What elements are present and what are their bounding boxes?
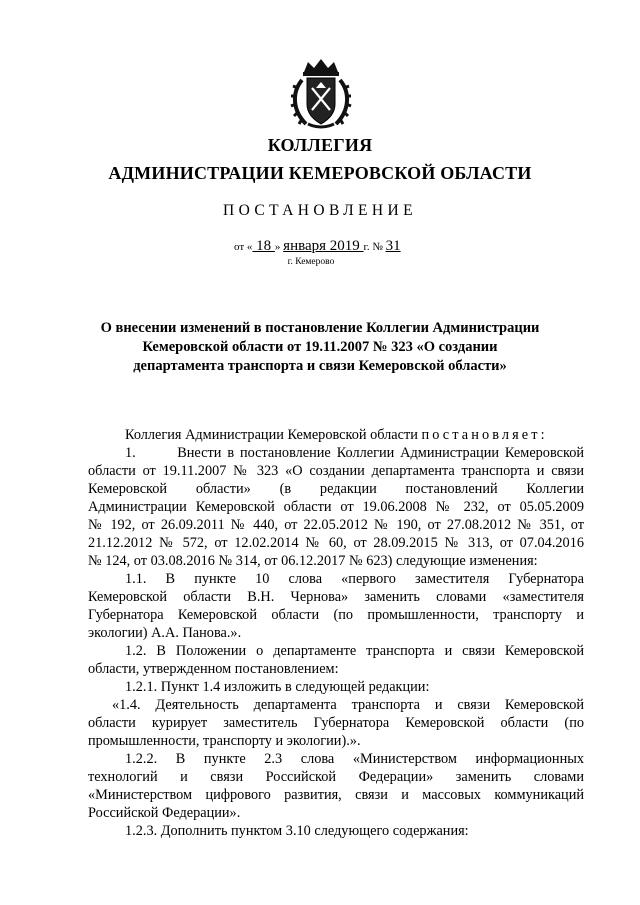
body-line: 1.2. В Положении о департаменте транспорта и связи Кемеровской bbox=[125, 643, 584, 659]
body-line: 1.2.3. Дополнить пунктом 3.10 следующего содержания: bbox=[125, 823, 469, 839]
document-type: ПОСТАНОВЛЕНИЕ bbox=[223, 202, 417, 219]
body-line: Российской Федерации». bbox=[88, 805, 241, 821]
intro-line bbox=[88, 426, 584, 444]
body-line: 1.1. В пункте 10 слова «первого заместителя Губернатора bbox=[125, 571, 584, 587]
date-month-year: января 2019 bbox=[283, 238, 364, 254]
body-line: 1. Внести в постановление Коллегии Администрации Кемеровской bbox=[125, 445, 584, 461]
date-mid: » bbox=[274, 241, 284, 253]
coat-of-arms-icon bbox=[290, 58, 352, 132]
number-prefix: г. № bbox=[363, 241, 386, 253]
body-line: «Министерством цифрового развития, связи и массовых коммуникаций bbox=[88, 787, 584, 803]
body-line: промышленности, транспорту и экологии).». bbox=[88, 733, 361, 749]
body-line: экологии) А.А. Панова.». bbox=[88, 625, 242, 641]
subject-line3: департамента транспорта и связи Кемеровской области» bbox=[133, 358, 507, 374]
organization-name-line2: АДМИНИСТРАЦИИ КЕМЕРОВСКОЙ ОБЛАСТИ bbox=[108, 163, 532, 183]
body-line: Кемеровской области В.Н. Чернова» заменить словами «заместителя bbox=[88, 589, 584, 605]
body-line: № 192, от 26.09.2011 № 440, от 22.05.2012 № 190, от 27.08.2012 № 351, от bbox=[88, 517, 584, 533]
body-line: «1.4. Деятельность департамента транспорта и связи Кемеровской bbox=[112, 697, 584, 713]
document-number: 31 bbox=[385, 238, 401, 254]
body-line: 1.2.2. В пункте 2.3 слова «Министерством информационных bbox=[125, 751, 584, 767]
date-prefix: от « bbox=[234, 241, 253, 253]
intro-text: Коллегия Администрации Кемеровской области bbox=[125, 427, 422, 443]
document-body bbox=[88, 426, 584, 840]
body-line: области, утвержденном постановлением: bbox=[88, 661, 339, 677]
subject-line1: О внесении изменений в постановление Коллегии Администрации bbox=[100, 320, 540, 336]
body-line: Администрации Кемеровской области от 19.06.2008 № 232, от 05.05.2009 bbox=[88, 499, 584, 515]
intro-spaced-verb: постановляет: bbox=[421, 427, 548, 443]
body-line: 1.2.1. Пункт 1.4 изложить в следующей редакции: bbox=[125, 679, 430, 695]
city: г. Кемерово bbox=[287, 257, 335, 267]
body-line: технологий и связи Российской Федерации» заменить словами bbox=[88, 769, 584, 785]
document-date-line bbox=[234, 238, 401, 255]
body-line: области курирует заместитель Губернатора Кемеровской области (по bbox=[88, 715, 584, 731]
subject-line2: Кемеровской области от 19.11.2007 № 323 «О создании bbox=[142, 339, 498, 355]
date-day: 18 bbox=[252, 238, 275, 254]
body-line: № 124, от 03.08.2016 № 314, от 06.12.2017 № 623) следующие изменения: bbox=[88, 553, 538, 569]
body-line: Губернатора Кемеровской области (по промышленности, транспорту и bbox=[88, 607, 584, 623]
body-line: 21.12.2012 № 572, от 12.02.2014 № 60, от 28.09.2015 № 313, от 07.04.2016 bbox=[88, 535, 584, 551]
body-line: Кемеровской области» (в редакции постановлений Коллегии bbox=[88, 481, 584, 497]
body-line: области от 19.11.2007 № 323 «О создании департамента транспорта и связи bbox=[88, 463, 584, 479]
organization-name-line1: КОЛЛЕГИЯ bbox=[267, 135, 373, 155]
